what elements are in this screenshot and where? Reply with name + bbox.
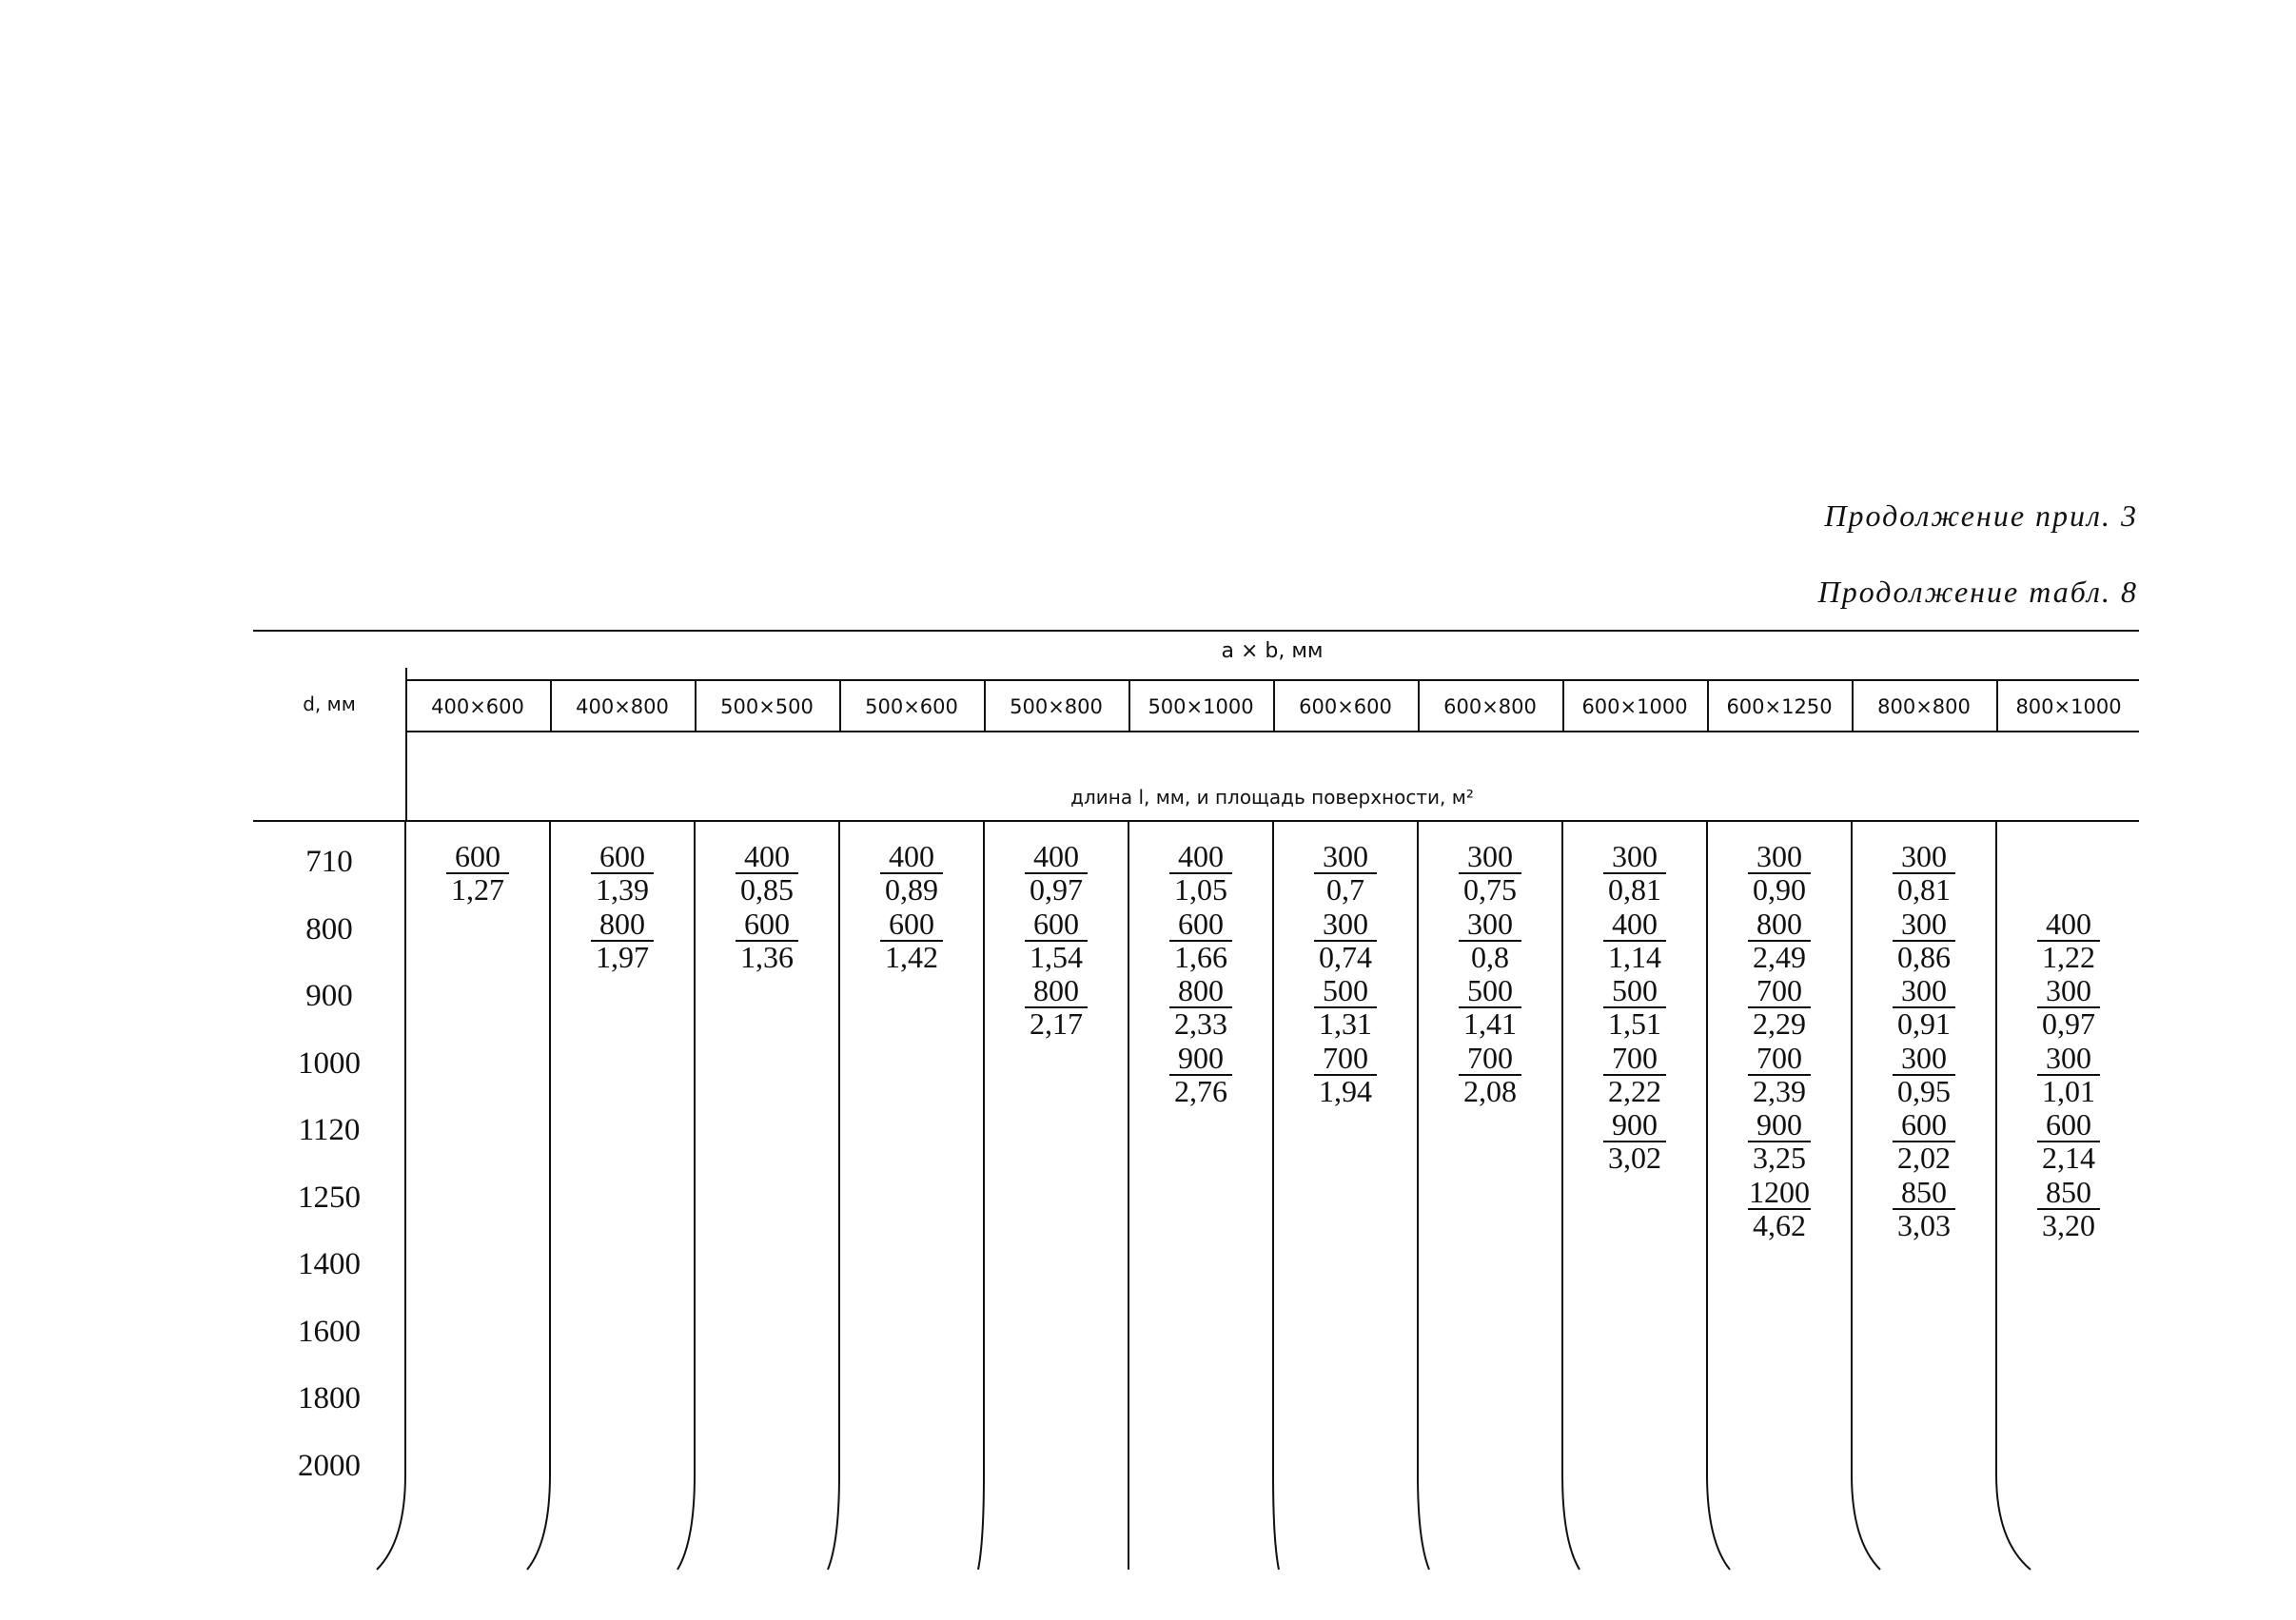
area-value: 1,22 xyxy=(2042,939,2095,974)
length-area-cell xyxy=(1727,975,1832,1040)
area-value: 0,90 xyxy=(1753,872,1806,907)
length-area-cell xyxy=(1293,975,1398,1040)
length-area-cell xyxy=(1438,908,1542,973)
length-area-cell xyxy=(1872,1109,1976,1174)
column-header-500×800: 500×800 xyxy=(1010,695,1103,718)
length-area-cell xyxy=(570,841,675,906)
length-value: 500 xyxy=(1459,975,1521,1008)
length-area-cell xyxy=(1582,841,1687,906)
area-value: 1,05 xyxy=(1174,872,1227,907)
area-value: 0,74 xyxy=(1319,939,1372,974)
d-value: 800 xyxy=(305,911,353,947)
length-area-cell xyxy=(2016,1174,2121,1242)
length-value: 700 xyxy=(1748,1043,1811,1076)
length-value: 400 xyxy=(1025,841,1088,874)
d-value: 2000 xyxy=(298,1448,361,1483)
length-value: 500 xyxy=(1603,975,1666,1008)
length-area-cell xyxy=(1293,841,1398,906)
column-body-line xyxy=(828,820,839,1570)
d-value: 1250 xyxy=(298,1180,361,1215)
length-area-cell xyxy=(1004,908,1109,973)
d-value: 1120 xyxy=(298,1113,361,1147)
area-value: 0,86 xyxy=(1897,939,1951,974)
length-area-cell xyxy=(1148,1040,1253,1108)
column-body-line xyxy=(1273,820,1279,1570)
column-body-line xyxy=(1562,820,1580,1570)
length-value: 300 xyxy=(1748,841,1811,874)
length-value: 400 xyxy=(1169,841,1232,874)
length-area-cell xyxy=(1148,975,1253,1040)
column-body-line xyxy=(527,820,550,1570)
area-value: 1,54 xyxy=(1030,939,1083,974)
length-value: 400 xyxy=(736,841,798,874)
length-area-cell xyxy=(570,908,675,973)
area-value: 3,25 xyxy=(1753,1141,1806,1175)
length-area-cell xyxy=(1004,841,1109,906)
length-area-cell xyxy=(2016,1040,2121,1108)
column-header-500×600: 500×600 xyxy=(865,695,958,718)
length-value: 300 xyxy=(2037,1043,2100,1076)
d-value: 1000 xyxy=(298,1045,361,1081)
length-value: 900 xyxy=(1748,1109,1811,1142)
area-value: 0,75 xyxy=(1463,872,1517,907)
area-value: 1,94 xyxy=(1319,1073,1372,1108)
length-area-cell xyxy=(715,841,819,906)
column-body-line xyxy=(978,820,984,1570)
length-area-cell xyxy=(1582,975,1687,1040)
length-area-cell xyxy=(1727,1040,1832,1108)
column-body-line xyxy=(377,820,405,1570)
length-value: 600 xyxy=(1893,1109,1955,1142)
d-value: 1800 xyxy=(298,1381,361,1415)
length-area-cell xyxy=(425,841,530,906)
length-value: 300 xyxy=(1314,841,1377,874)
length-area-cell xyxy=(1293,908,1398,973)
column-header-400×600: 400×600 xyxy=(431,695,524,718)
length-value: 300 xyxy=(1893,975,1955,1008)
area-value: 0,97 xyxy=(1030,872,1083,907)
length-value: 700 xyxy=(1603,1043,1666,1076)
length-value: 300 xyxy=(1459,908,1521,942)
length-area-cell xyxy=(1727,1174,1832,1242)
d-header: d, мм xyxy=(303,693,356,715)
length-area-cell xyxy=(715,908,819,973)
area-value: 0,91 xyxy=(1897,1006,1951,1041)
area-value: 0,7 xyxy=(1326,872,1364,907)
length-area-cell xyxy=(1582,908,1687,973)
length-value: 400 xyxy=(1603,908,1666,942)
length-value: 300 xyxy=(1459,841,1521,874)
length-area-cell xyxy=(1293,1040,1398,1108)
length-value: 300 xyxy=(1893,1043,1955,1076)
area-value: 2,02 xyxy=(1897,1141,1951,1175)
length-value: 600 xyxy=(736,908,798,942)
area-value: 1,51 xyxy=(1608,1006,1661,1041)
length-area-cell xyxy=(1438,975,1542,1040)
length-area-cell xyxy=(1438,1040,1542,1108)
area-value: 1,66 xyxy=(1174,939,1227,974)
length-value: 300 xyxy=(1893,841,1955,874)
length-area-cell xyxy=(2016,908,2121,973)
length-value: 600 xyxy=(1169,908,1232,942)
area-value: 3,02 xyxy=(1608,1141,1661,1175)
length-value: 600 xyxy=(446,841,509,874)
length-value: 850 xyxy=(2037,1177,2100,1210)
appendix-continuation-caption: Продолжение прил. 3 xyxy=(1824,498,2138,533)
d-value: 1600 xyxy=(298,1314,361,1349)
d-value: 900 xyxy=(305,979,353,1013)
length-value: 900 xyxy=(1169,1043,1232,1076)
area-value: 1,14 xyxy=(1608,939,1661,974)
d-value: 710 xyxy=(305,845,353,879)
length-value: 850 xyxy=(1893,1177,1955,1210)
table-continuation-caption: Продолжение табл. 8 xyxy=(1817,575,2138,609)
length-value: 600 xyxy=(591,841,654,874)
length-value: 600 xyxy=(2037,1109,2100,1142)
area-value: 3,20 xyxy=(2042,1207,2095,1242)
length-value: 700 xyxy=(1748,975,1811,1008)
area-value: 2,76 xyxy=(1174,1073,1227,1108)
length-area-header: длина l, мм, и площадь поверхности, м² xyxy=(1070,786,1474,809)
length-value: 700 xyxy=(1314,1043,1377,1076)
length-value: 700 xyxy=(1459,1043,1521,1076)
axb-header: a × b, мм xyxy=(1221,639,1324,663)
length-area-cell xyxy=(859,841,964,906)
length-value: 400 xyxy=(880,841,943,874)
area-value: 1,41 xyxy=(1463,1006,1517,1041)
column-header-400×800: 400×800 xyxy=(576,695,669,718)
length-value: 300 xyxy=(1603,841,1666,874)
length-value: 800 xyxy=(1025,975,1088,1008)
column-header-800×1000: 800×1000 xyxy=(2015,695,2122,718)
column-body-line xyxy=(677,820,695,1570)
area-value: 2,49 xyxy=(1753,939,1806,974)
area-value: 0,95 xyxy=(1897,1073,1951,1108)
area-value: 1,36 xyxy=(740,939,794,974)
column-header-600×800: 600×800 xyxy=(1443,695,1537,718)
length-value: 800 xyxy=(1748,908,1811,942)
length-value: 900 xyxy=(1603,1109,1666,1142)
length-value: 300 xyxy=(2037,975,2100,1008)
area-value: 2,17 xyxy=(1030,1006,1083,1041)
area-value: 0,97 xyxy=(2042,1006,2095,1041)
length-value: 300 xyxy=(1314,908,1377,942)
length-area-cell xyxy=(1582,1109,1687,1174)
column-header-800×800: 800×800 xyxy=(1877,695,1971,718)
area-value: 2,22 xyxy=(1608,1073,1661,1108)
area-value: 0,85 xyxy=(740,872,794,907)
length-area-cell xyxy=(1872,841,1976,906)
length-value: 300 xyxy=(1893,908,1955,942)
column-header-600×1000: 600×1000 xyxy=(1581,695,1688,718)
area-value: 1,31 xyxy=(1319,1006,1372,1041)
area-value: 0,8 xyxy=(1471,939,1509,974)
length-area-cell xyxy=(2016,1109,2121,1174)
area-value: 2,29 xyxy=(1753,1006,1806,1041)
column-body-line xyxy=(1418,820,1429,1570)
area-value: 1,97 xyxy=(596,939,649,974)
area-value: 1,39 xyxy=(596,872,649,907)
length-area-cell xyxy=(1727,908,1832,973)
length-area-cell xyxy=(1148,841,1253,906)
length-area-cell xyxy=(2016,975,2121,1040)
column-header-600×600: 600×600 xyxy=(1299,695,1392,718)
area-value: 3,03 xyxy=(1897,1207,1951,1242)
length-value: 600 xyxy=(880,908,943,942)
column-header-500×1000: 500×1000 xyxy=(1148,695,1254,718)
length-area-cell xyxy=(1872,1040,1976,1108)
length-value: 800 xyxy=(591,908,654,942)
area-value: 2,08 xyxy=(1463,1073,1517,1108)
length-area-cell xyxy=(1582,1040,1687,1108)
length-area-cell xyxy=(1727,1109,1832,1174)
length-area-cell xyxy=(1004,975,1109,1040)
column-header-600×1250: 600×1250 xyxy=(1726,695,1833,718)
area-value: 0,89 xyxy=(885,872,938,907)
length-area-cell xyxy=(1438,841,1542,906)
length-area-cell xyxy=(1872,975,1976,1040)
length-area-cell xyxy=(1872,908,1976,973)
area-value: 1,01 xyxy=(2042,1073,2095,1108)
area-value: 1,42 xyxy=(885,939,938,974)
length-area-cell xyxy=(1727,841,1832,906)
length-value: 800 xyxy=(1169,975,1232,1008)
length-area-cell xyxy=(859,908,964,973)
area-value: 1,27 xyxy=(451,872,504,907)
area-value: 2,33 xyxy=(1174,1006,1227,1041)
length-area-cell xyxy=(1148,908,1253,973)
length-area-cell xyxy=(1872,1174,1976,1242)
length-value: 500 xyxy=(1314,975,1377,1008)
area-value: 2,39 xyxy=(1753,1073,1806,1108)
area-value: 2,14 xyxy=(2042,1141,2095,1175)
d-value: 1400 xyxy=(298,1247,361,1281)
area-value: 4,62 xyxy=(1753,1207,1806,1242)
length-value: 600 xyxy=(1025,908,1088,942)
column-header-500×500: 500×500 xyxy=(720,695,814,718)
area-value: 0,81 xyxy=(1897,872,1951,907)
length-value: 1200 xyxy=(1749,1174,1810,1209)
area-value: 0,81 xyxy=(1608,872,1661,907)
length-value: 400 xyxy=(2037,908,2100,942)
